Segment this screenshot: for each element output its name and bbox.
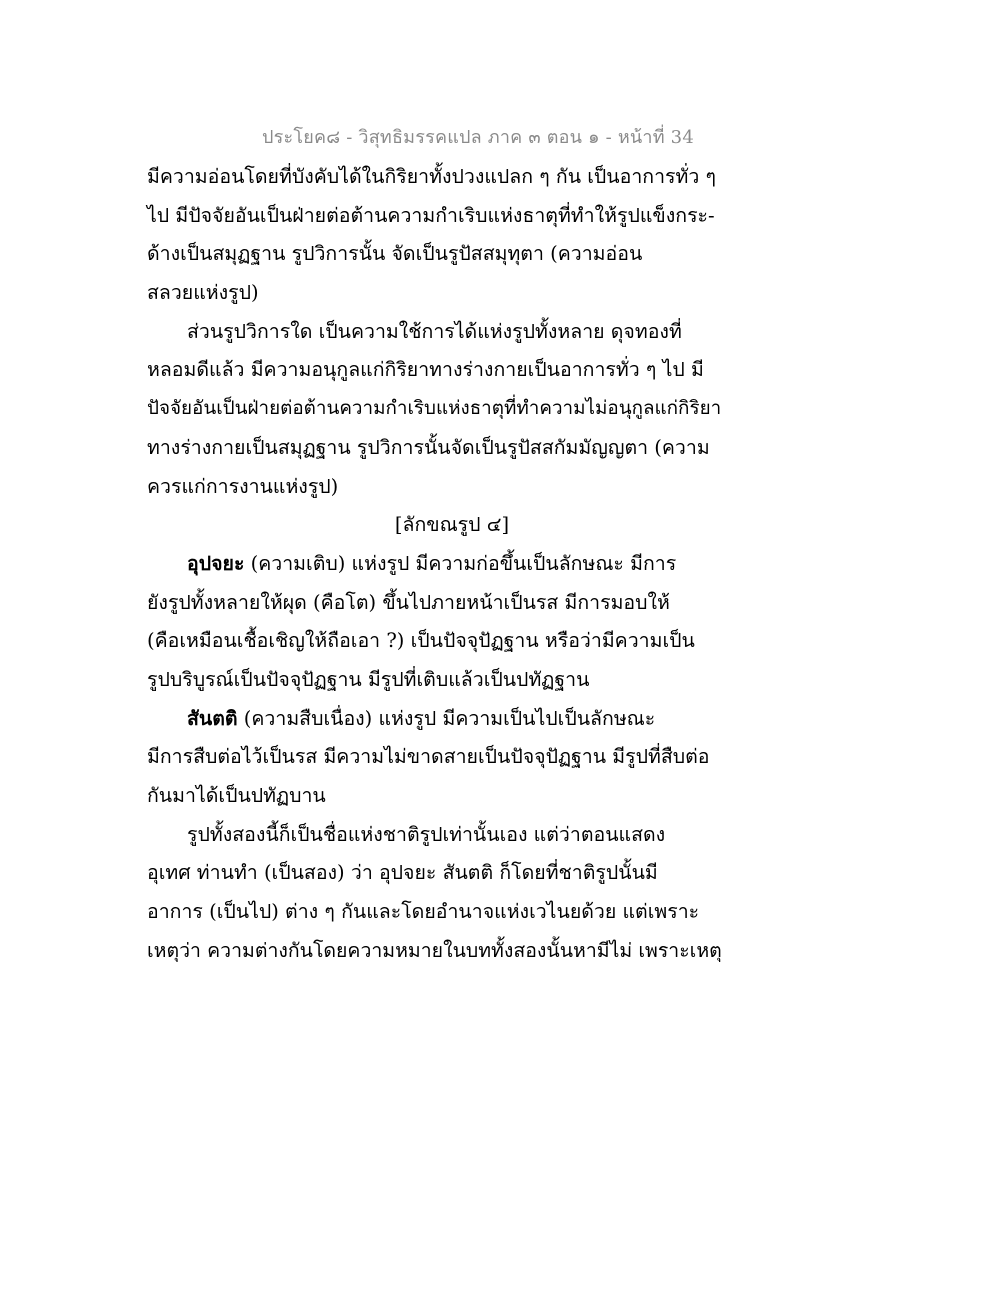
paragraph-first-line: อุปจยะ (ความเติบ) แห่งรูป มีความก่อขึ้นเป็นลักษณะ มีการ (187, 551, 677, 575)
text-line: ด้างเป็นสมุฏฐาน รูปวิการนั้น จัดเป็นรูปัสสมุทุตา (ความอ่อน (147, 242, 643, 266)
paragraph-first-line: รูปทั้งสองนี้ก็เป็นชื่อแห่งชาติรูปเท่านั้นเอง แต่ว่าตอนแสดง (187, 822, 666, 846)
paragraph-first-line: ส่วนรูปวิการใด เป็นความใช้การได้แห่งรูปทั้งหลาย ดุจทองที่ (187, 319, 682, 343)
text-line: อาการ (เป็นไป) ต่าง ๆ กันและโดยอำนาจแห่งเวไนยด้วย แต่เพราะ (147, 900, 700, 924)
text-line: ไป มีปัจจัยอันเป็นฝ่ายต่อต้านความกำเริบแห่งธาตุที่ทำให้รูปแข็งกระ- (147, 203, 715, 227)
text-line: เหตุว่า ความต่างกันโดยความหมายในบททั้งสองนั้นหามีไม่ เพราะเหตุ (147, 938, 722, 962)
text-line: ยังรูปทั้งหลายให้ผุด (คือโต) ขึ้นไปภายหน้าเป็นรส มีการมอบให้ (147, 590, 670, 614)
text-line: มีความอ่อนโดยที่บังคับได้ในกิริยาทั้งปวงแปลก ๆ กัน เป็นอาการทั่ว ๆ (147, 165, 716, 188)
text-line: หลอมดีแล้ว มีความอนุกูลแก่กิริยาทางร่างกายเป็นอาการทั่ว ๆ ไป มี (147, 358, 704, 382)
text-line: อุเทศ ท่านทำ (เป็นสอง) ว่า อุปจยะ สันตติ ก็โดยที่ชาติรูปนั้นมี (147, 861, 658, 885)
paragraph-first-line: สันตติ (ความสืบเนื่อง) แห่งรูป มีความเป็นไปเป็นลักษณะ (187, 706, 656, 730)
body-text (147, 158, 722, 970)
text-line: ทางร่างกายเป็นสมุฏฐาน รูปวิการนั้นจัดเป็นรูปัสสกัมมัญญตา (ความ (147, 435, 710, 459)
section-heading: [ลักขณรูป ๔] (394, 513, 510, 537)
text-line: ปัจจัยอันเป็นฝ่ายต่อต้านความกำเริบแห่งธาตุที่ทำความไม่อนุกูลแก่กิริยา (147, 398, 722, 420)
text-line: (คือเหมือนเชื้อเชิญให้ถือเอา ?) เป็นปัจจุปัฏฐาน หรือว่ามีความเป็น (147, 629, 695, 653)
text-line: กันมาได้เป็นปทัฏบาน (147, 784, 326, 807)
term-bold: สันตติ (187, 706, 238, 730)
text-line: ควรแก่การงานแห่งรูป) (147, 474, 339, 498)
text-line: รูปบริบูรณ์เป็นปัจจุปัฏฐาน มีรูปที่เติบแล้วเป็นปทัฏฐาน (147, 667, 590, 691)
text-line: มีการสืบต่อไว้เป็นรส มีความไม่ขาดสายเป็นปัจจุปัฏฐาน มีรูปที่สืบต่อ (147, 745, 710, 769)
page-header: ประโยค๘ - วิสุทธิมรรคแปล ภาค ๓ ตอน ๑ - หน้าที่ 34 (261, 127, 694, 148)
term-bold: อุปจยะ (187, 551, 245, 575)
text-line: สลวยแห่งรูป) (147, 281, 259, 305)
